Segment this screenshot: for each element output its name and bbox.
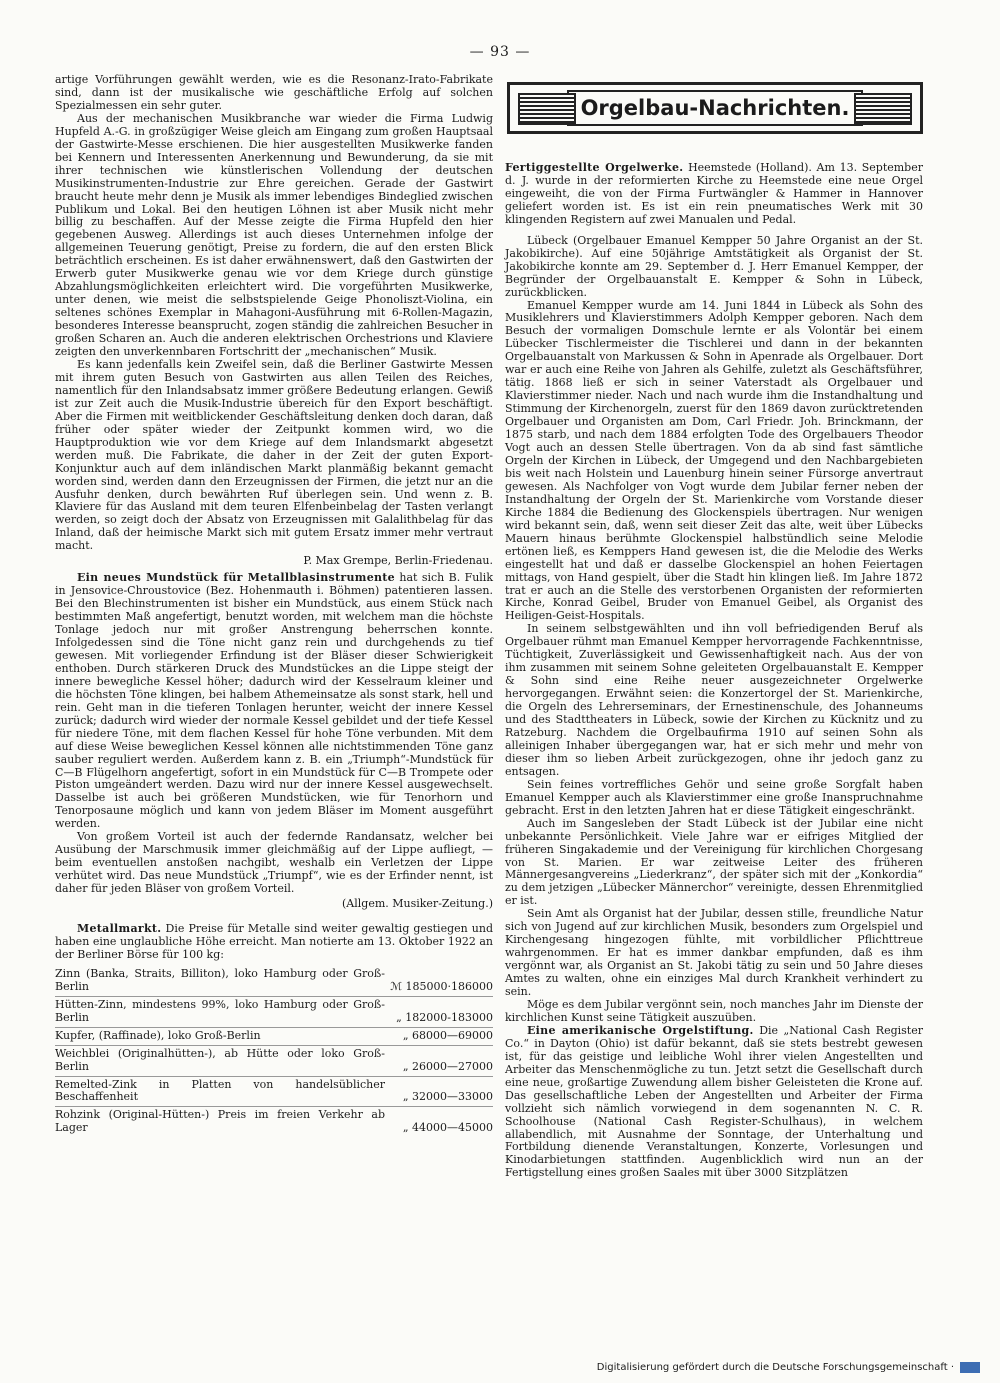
paragraph: Möge es dem Jubilar vergönnt sein, noch manches Jahr im Dienste der kirchlichen Kunst seine Tätigkeit auszuüben.	[505, 998, 923, 1024]
ornament-icon	[854, 93, 912, 125]
paragraph: Aus der mechanischen Musikbranche war wieder die Firma Ludwig Hupfeld A.-G. in großzügiger Weise gleich am Eingang zum großen Hauptsaal der Gastwirte-Messe erschienen. Die hier ausgestellten Musikwerke fanden bei Kennern und Interessenten Anerkennung und Bewunderung, da sie mit ihrer technischen wie künstlerischen Vollendung der deutschen Musikinstrumenten-Industrie zur Ehre gereichen. Gerade der Gastwirt braucht heute mehr denn je Musik als immer lebendiges Bindeglied zwischen Publikum und Lokal. Bei den heutigen Löhnen ist aber Musik nicht mehr billig zu beschaffen. Auf der Messe zeigte die Firma Hupfeld den hier gegebenen Ausweg. Allerdings ist auch dieses Unternehmen infolge der allgemeinen Teuerung genötigt, Preise zu fordern, die auf den ersten Blick beträchtlich erscheinen. Es ist daher erwähnenswert, daß den Gastwirten der Erwerb guter Musikwerke genau wie vor dem Kriege durch günstige Abzahlungsmöglichkeiten erleichtert wird. Die vorgeführten Musikwerke, unter denen, wie meist die selbstspielende Geige Phonoliszt-Violina, ein seltenes schönes Exemplar in Mahagoni-Ausführung mit 6-Rollen-Magazin, besonderes Interesse beansprucht, zogen ständig die zahlreichen Besucher in großen Scharen an. Auch die anderen elektrischen Orchestrions und Klaviere zeigten den unverkennbaren Fortschritt der „mechanischen“ Musik.	[55, 111, 493, 359]
dfg-logo-icon	[960, 1362, 980, 1373]
metal-name: Zinn (Banka, Straits, Billiton), loko Hamburg oder Groß-Berlin	[55, 966, 385, 993]
paragraph: Sein feines vortreffliches Gehör und seine große Sorgfalt haben Emanuel Kempper auch als Klavierstimmer eine große Inanspruchnahme gebracht. Erst in den letzten Jahren hat er diese Tätigkeit eingeschränkt.	[505, 777, 923, 817]
price-row	[55, 997, 493, 1028]
metal-price: „ 32000—33000	[402, 1090, 493, 1104]
metal-name: Weichblei (Originalhütten-), ab Hütte oder loko Groß-Berlin	[55, 1046, 385, 1073]
metal-price: „ 68000—69000	[402, 1028, 493, 1042]
price-row	[55, 966, 493, 997]
section-banner	[507, 82, 923, 134]
price-row	[55, 1046, 493, 1077]
metal-price: ℳ 185000·186000	[390, 979, 493, 993]
article-heading: Fertiggestellte Orgelwerke.	[505, 161, 684, 174]
metal-price: „ 26000—27000	[402, 1059, 493, 1073]
price-row	[55, 1028, 493, 1046]
price-table	[55, 966, 493, 1137]
author-signature: P. Max Grempe, Berlin-Friedenau.	[303, 554, 493, 568]
paragraph: Emanuel Kempper wurde am 14. Juni 1844 in Lübeck als Sohn des Musiklehrers und Klavierstimmers Adolph Kempper geboren. Nach dem Besuch der vormaligen Domschule lernte er als Volontär bei einem Lübecker Tischlermeister die Tischlerei und dann in der bekannten Orgelbauanstalt von Markussen & Sohn in Apenrade als Orgelbauer. Dort war er auch eine Reihe von Jahren als Gehilfe, zuletzt als Geschäftsführer, tätig. 1868 ließ er sich in seiner Vaterstadt als Orgelbauer und Klavierstimmer nieder. Nach und nach wurde ihm die Instandhaltung und Stimmung der Kirchenorgeln, zuerst für den 1869 davon zurücktretenden Orgelbauer und Organisten am Dom, Carl Friedr. Joh. Brinckmann, der 1875 starb, und nach dem 1884 erfolgten Tode des Orgelbauers Theodor Vogt auch an dessen Stelle übertragen. Von da ab sind fast sämtliche Orgeln der Kirchen in Lübeck, der Umgegend und den Nachbargebieten bis weit nach Holstein und Lauenburg hinein seiner Fürsorge anvertraut gewesen. Als Nachfolger von Vogt wurde dem Jubilar ferner neben der Instandhaltung der Orgeln der St. Marienkirche vom Vorstande dieser Kirche 1884 die Bedienung des Glockenspiels übertragen. Nur wenigen wird bekannt sein, daß, wenn seit dieser Zeit das alte, weit über Lübecks Mauern hinaus berühmte Glockenspiel halbstündlich seine Melodie ertönen ließ, es Kemppers Hand gewesen ist, die die Melodie des Werks eingestellt hat und daß er dasselbe Glockenspiel an hohen Feiertagen mittags, von Hand gespielt, über die Stadt hin klingen ließ. Im Jahre 1872 trat er auch an die Stelle des verstorbenen Organisten der reformierten Kirche, Konrad Geibel, Bruder von Emanuel Geibel, als Organist des Heiligen-Geist-Hospitals.	[505, 298, 923, 623]
page-number: — 93 —	[469, 44, 531, 60]
metal-price: „ 182000-183000	[396, 1010, 493, 1024]
paragraph: In seinem selbstgewählten und ihn voll befriedigenden Beruf als Orgelbauer rühmt man Emanuel Kempper hervorragende Fachkenntnisse, Tüchtigkeit, Zuverlässigkeit und Gewissenhaftigkeit nach. Aus der von ihm zusammen mit seinem Sohne geleiteten Orgelbauanstalt E. Kempper & Sohn sind eine Reihe neuer ausgezeichneter Orgelwerke hervorgegangen. Erwähnt seien: die Konzertorgel der St. Marienkirche, die Orgeln des Lehrerseminars, der Ernestinenschule, des Johanneums und des Stadttheaters in Lübeck, sowie der Kirchen zu Kücknitz und zu Ratzeburg. Nachdem die Orgelbaufirma 1910 auf seinen Sohn als alleinigen Inhaber übergegangen war, hat er sich mehr und mehr von dieser ihm so lieben Arbeit zurückgezogen, ohne ihr jedoch ganz zu entsagen.	[505, 622, 923, 778]
article-orgelstiftung	[505, 1025, 923, 1180]
article-metallmarkt	[55, 923, 493, 962]
metal-price: „ 44000—45000	[402, 1121, 493, 1135]
article-text: hat sich B. Fulik in Jensovice-Chroustovice (Bez. Hohenmauth i. Böhmen) patentieren lassen. Bei den Blechinstrumenten ist bisher ein Mundstück, aus einem Stück nach bestimmten Maß angefertigt, benutzt worden, mit welchem man die höchste Tonlage jedoch nur mit großer Anstrengung beherrschen konnte. Infolgedessen sind die Töne nicht ganz rein und durchgehends zu tief gewesen. Mit vorliegender Erfindung ist der Bläser dieser Schwierigkeit enthoben. Durch stärkeren Druck des Mundstückes an die Lippe steigt der innere bewegliche Kessel höher; dadurch wird der Kesselraum kleiner und die höchsten Töne klingen, bei halbem Athemeinsatze als sonst stark, hell und rein. Geht man in die tieferen Tonlagen herunter, weicht der innere Kessel zurück; dadurch wird wieder der normale Kessel gebildet und der tiefe Kessel für niedere Töne, mit dem flachen Kessel für hohe Töne verbunden. Mit dem auf diese Weise beweglichen Kessel können alle nichtstimmenden Töne ganz sauber reguliert werden. Außerdem kann z. B. ein „Triumph“-Mundstück für C—B Flügelhorn angefertigt, sofort in ein Mundstück für C—B Trompete oder Piston umgeändert werden. Dazu wird nur der innere Kessel ausgewechselt. Dasselbe ist auch bei größeren Mundstücken, wie für Tenorhorn und Tenorposaune möglich und kann von jedem Bläser im Moment ausgeführt werden.	[55, 571, 493, 831]
paragraph: Sein Amt als Organist hat der Jubilar, dessen stille, freundliche Natur sich von Jugend auf zur kirchlichen Musik, besonders zum Orgelspiel und Kirchengesang hingezogen fühlte, mit vorbildlicher Pflichttreue wahrgenommen. Er hat es immer dankbar empfunden, daß es ihm vergönnt war, als Organist an St. Jakobi tätig zu sein und 50 Jahre dieses Amtes zu walten, ohne ein einziges Mal durch Krankheit verhindert zu sein.	[505, 907, 923, 999]
article-text: Die Preise für Metalle sind weiter gewaltig gestiegen und haben eine unglaubliche Höhe erreicht. Man notierte am 13. Oktober 1922 an der Berliner Börse für 100 kg:	[55, 922, 494, 961]
article-fertig	[505, 162, 923, 227]
paragraph: Es kann jedenfalls kein Zweifel sein, daß die Berliner Gastwirte Messen mit ihrem guten Besuch von Gastwirten aus allen Teilen des Reiches, namentlich für den Inlandsabsatz immer größere Bedeutung erlangen. Gewiß ist zur Zeit auch die Musik-Industrie übereich für den Export beschäftigt. Aber die Firmen mit weitblickender Geschäftsleitung denken doch daran, daß früher oder später wieder der Zeitpunkt kommen wird, wo die Hauptproduktion wie vor dem Kriege auf dem Inlandsmarkt abgesetzt werden muß. Die Fabrikate, die daher in der Zeit der guten Export-Konjunktur auch auf dem inländischen Markt planmäßig bekannt gemacht worden sind, werden dann den Erzeugnissen der Firmen, die jetzt nur an die Ausfuhr denken, durch bewährten Ruf überlegen sein. Und wenn z. B. Klaviere für das Ausland mit dem teuren Elfenbeinbelag der Tasten verlangt werden, so zeigt doch der Absatz von Erzeugnissen mit Galalithbelag für das Inland, daß der heimische Markt sich mit gutem Ersatz immer mehr vertraut macht.	[55, 357, 493, 553]
metal-name: Kupfer, (Raffinade), loko Groß-Berlin	[55, 1028, 261, 1042]
article-luebeck	[505, 235, 923, 300]
article-text: Heemstede (Holland). Am 13. September d. J. wurde in der reformierten Kirche zu Heemstede eine neue Orgel eingeweiht, die von der Firma Furtwängler & Hammer in Hannover geliefert worden ist. Es ist ein rein pneumatisches Werk mit 30 klingenden Registern auf zwei Manualen und Pedal.	[505, 161, 923, 226]
metal-name: Hütten-Zinn, mindestens 99%, loko Hamburg oder Groß-Berlin	[55, 997, 385, 1024]
metal-name: Remelted-Zink in Platten von handelsüblicher Beschaffenheit	[55, 1077, 385, 1104]
article-heading: Metallmarkt.	[77, 922, 162, 935]
right-column	[505, 162, 923, 1180]
left-column	[55, 74, 493, 1137]
article-text: Die „National Cash Register Co.“ in Dayton (Ohio) ist dafür bekannt, daß sie stets bestrebt gewesen ist, für das geistige und leibliche Wohl ihrer vielen Angestellten und Arbeiter das Menschenmögliche zu tun. Jetzt setzt die Gesellschaft durch eine neue, großartige Zuwendung allem bisher Geleisteten die Krone auf. Das gesellschaftliche Leben der Angestellten und Arbeiter der Firma vollzieht sich nämlich vorwiegend in dem sogenannten N. C. R. Schoolhouse (National Cash Register-Schulhaus), in welchem allabendlich, mit Ausnahme der Sonntage, der Unterhaltung und Fortbildung dienende Veranstaltungen, Konzerte, Vorlesungen und Kinodarbietungen stattfinden. Augenblicklich wird nun an der Fertigstellung eines großen Saales mit über 3000 Sitzplätzen	[505, 1023, 923, 1180]
article-heading: Ein neues Mundstück für Metallblasinstrumente	[77, 571, 395, 585]
source-citation: (Allgem. Musiker-Zeitung.)	[342, 897, 493, 911]
ornament-icon	[518, 93, 576, 125]
price-row	[55, 1077, 493, 1108]
metal-name: Rohzink (Original-Hütten-) Preis im freien Verkehr ab Lager	[55, 1108, 385, 1135]
article-text: (Orgelbauer Emanuel Kempper 50 Jahre Organist an der St. Jakobikirche). Auf eine 50jährige Amtstätigkeit als Organist der St. Jakobikirche konnte am 29. September d. J. Herr Emanuel Kempper, der Begründer der Orgelbauanstalt E. Kempper & Sohn in Lübeck, zurückblicken.	[505, 233, 923, 299]
digitization-footer	[597, 1362, 980, 1373]
price-row	[55, 1107, 493, 1137]
footer-text: Digitalisierung gefördert durch die Deutsche Forschungsgemeinschaft ·	[596, 1362, 954, 1373]
section-title: Orgelbau-Nachrichten.	[567, 90, 864, 126]
article-heading: Lübeck	[527, 233, 568, 247]
article-heading: Eine amerikanische Orgelstiftung.	[527, 1023, 754, 1037]
article-mundstueck	[55, 572, 493, 831]
paragraph: Von großem Vorteil ist auch der federnde Randansatz, welcher bei Ausübung der Marschmusik immer gleichmäßig auf der Lippe aufliegt, — beim eventuellen anstoßen nachgibt, weshalb ein Verletzen der Lippe verhütet wird. Das neue Mundstück „Triumpf“, wie es der Erfinder nennt, ist daher für jeden Bläser von großem Vorteil.	[55, 830, 493, 896]
paragraph: artige Vorführungen gewählt werden, wie es die Resonanz-Irato-Fabrikate sind, dann ist der musikalische wie geschäftliche Erfolg auf solchen Spezialmessen ein sehr guter.	[55, 73, 493, 112]
paragraph: Auch im Sangesleben der Stadt Lübeck ist der Jubilar eine nicht unbekannte Persönlichkeit. Viele Jahre war er eifriges Mitglied der früheren Singakademie und der Vereinigung für kirchlichen Chorgesang von St. Marien. Er war zeitweise Leiter des früheren Männergesangvereins „Liederkranz“, der später sich mit der „Konkordia“ zu dem jetzigen „Lübecker Männerchor“ vereinigte, dessen Ehrenmitglied er ist.	[505, 816, 923, 908]
